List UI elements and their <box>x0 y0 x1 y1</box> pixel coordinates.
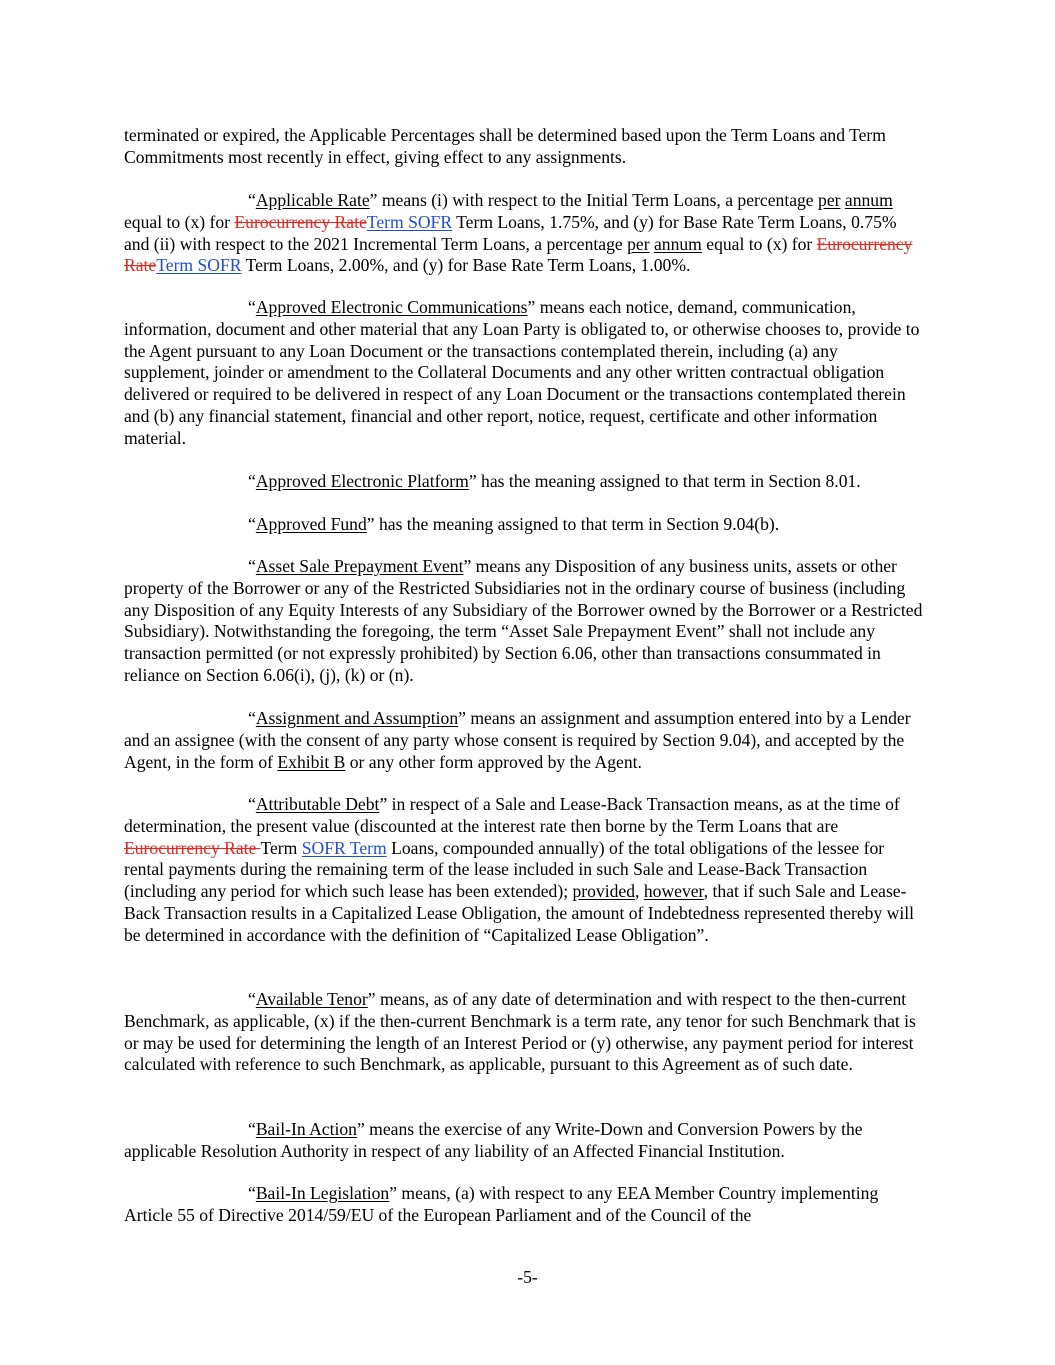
deleted-text: Eurocurrency Rate <box>124 837 261 858</box>
open-quote: “ <box>248 794 256 814</box>
definition-text: ” has the meaning assigned to that term in Section 9.04(b). <box>366 514 780 534</box>
definition-text: ” means each notice, demand, communication, information, document and other material that any Loan Party is obligated to, or otherwise chooses to, provide to the Agent pursuant to any Loan Document or the transactions contemplated therein, including (a) any supplement, joinder or amendment to the Collateral Documents and any other written contractual obligation delivered or required to be delivered in respect of any Loan Document or the transactions contemplated therein and (b) any financial statement, financial and other report, notice, request, certificate and other information material. <box>124 297 920 448</box>
definition-bail-in-legislation <box>124 1183 924 1227</box>
definition-text: Term <box>260 837 302 858</box>
definition-text: equal to (x) for <box>124 211 235 232</box>
defined-term: Bail-In Legislation <box>255 1183 390 1203</box>
open-quote: “ <box>248 556 256 576</box>
definition-approved-electronic-communications <box>124 297 924 450</box>
inserted-text: SOFR Term <box>301 837 387 858</box>
defined-term: Assignment and Assumption <box>255 708 459 728</box>
defined-term: Asset Sale Prepayment Event <box>255 556 464 576</box>
defined-term: Attributable Debt <box>255 794 380 814</box>
definition-text: Term Loans, 1.75%, and (y) for Base Rate Term Loans, 0.75% and (ii) with respect to the 2021 Incremental Term Loans, a percentage <box>124 211 897 254</box>
open-quote: “ <box>248 708 256 728</box>
open-quote: “ <box>248 514 256 534</box>
punctuation: , <box>635 881 644 902</box>
open-quote: “ <box>248 989 256 1009</box>
inserted-text: Term SOFR <box>366 211 453 232</box>
open-quote: “ <box>248 471 256 491</box>
definition-applicable-rate <box>124 190 924 277</box>
deleted-text: Eurocurrency Rate <box>124 233 913 276</box>
latin-term: per <box>627 233 650 254</box>
definition-text: ” means the exercise of any Write-Down and Conversion Powers by the applicable Resolution Authority in respect of any liability of an Affected Financial Institution. <box>124 1119 863 1161</box>
page-number: -5- <box>517 1267 538 1287</box>
paragraph-text: terminated or expired, the Applicable Percentages shall be determined based upon the Term Loans and Term Commitments most recently in effect, giving effect to any assignments. <box>124 125 886 167</box>
exhibit-reference: Exhibit B <box>277 751 346 772</box>
defined-term: Approved Electronic Communications <box>255 297 528 317</box>
definition-bail-in-action <box>124 1119 924 1163</box>
emphasis-term: however <box>643 881 704 902</box>
definition-attributable-debt <box>124 794 924 947</box>
latin-term: annum <box>653 233 702 254</box>
definition-approved-fund <box>124 514 924 536</box>
open-quote: “ <box>248 1183 256 1203</box>
definition-text: ” means, (a) with respect to any EEA Member Country implementing Article 55 of Directive 2014/59/EU of the European Parliament and of the Council of the <box>124 1183 879 1225</box>
open-quote: “ <box>248 297 256 317</box>
definition-assignment-and-assumption <box>124 708 924 773</box>
definition-text: equal to (x) for <box>701 233 817 254</box>
definition-text: or any other form approved by the Agent. <box>345 751 642 772</box>
emphasis-term: provided <box>572 881 636 902</box>
definition-text: ” has the meaning assigned to that term in Section 8.01. <box>468 471 861 491</box>
defined-term: Available Tenor <box>255 989 368 1009</box>
open-quote: “ <box>248 190 256 210</box>
definition-text: Term Loans, 2.00%, and (y) for Base Rate Term Loans, 1.00%. <box>241 255 691 276</box>
latin-term: annum <box>844 190 893 210</box>
defined-term: Bail-In Action <box>255 1119 357 1139</box>
latin-term: per <box>818 190 841 210</box>
defined-term: Approved Electronic Platform <box>255 471 469 491</box>
definition-text: ” means, as of any date of determination and with respect to the then-current Benchmark, as applicable, (x) if the then-current Benchmark is a term rate, any tenor for such Benchmark that is or may be used for determining the length of an Interest Period or (y) otherwise, any payment period for interest calculated with reference to such Benchmark, as applicable, pursuant to this Agreement as of such date. <box>124 989 916 1075</box>
definition-text: ” means (i) with respect to the Initial Term Loans, a percentage <box>369 190 819 210</box>
deleted-text: Eurocurrency Rate <box>234 211 367 232</box>
definition-text: , that if such Sale and Lease-Back Transaction results in a Capitalized Lease Obligation, the amount of Indebtedness represented thereby will be determined in accordance with the definition of “Capitalized Lease Obligation”. <box>124 881 915 945</box>
inserted-text: Term SOFR <box>156 255 242 276</box>
open-quote: “ <box>248 1119 256 1139</box>
paragraph-continuation <box>124 125 924 169</box>
definition-available-tenor <box>124 989 924 1076</box>
definition-text: ” means an assignment and assumption entered into by a Lender and an assignee (with the consent of any party whose consent is required by Section 9.04), and accepted by the Agent, in the form of <box>124 708 911 772</box>
definition-approved-electronic-platform <box>124 471 924 493</box>
definition-text: ” means any Disposition of any business units, assets or other property of the Borrower or any of the Restricted Subsidiaries not in the ordinary course of business (including any Disposition of any Equity Interests of any Subsidiary of the Borrower owned by the Borrower or a Restricted Subsidiary). Notwithstanding the foregoing, the term “Asset Sale Prepayment Event” shall not include any transaction permitted (or not expressly prohibited) by Section 6.06, other than transactions consummated in reliance on Section 6.06(i), (j), (k) or (n). <box>124 556 923 685</box>
definition-text: Loans, compounded annually) of the total obligations of the lessee for rental payments during the remaining term of the lease included in such Sale and Lease-Back Transaction (including any period for which such lease has been extended); <box>124 837 885 902</box>
definition-asset-sale-prepayment-event <box>124 556 924 687</box>
defined-term: Approved Fund <box>255 514 367 534</box>
defined-term: Applicable Rate <box>255 190 370 210</box>
definition-text: ” in respect of a Sale and Lease-Back Transaction means, as at the time of determination, the present value (discounted at the interest rate then borne by the Term Loans that are <box>124 794 900 836</box>
